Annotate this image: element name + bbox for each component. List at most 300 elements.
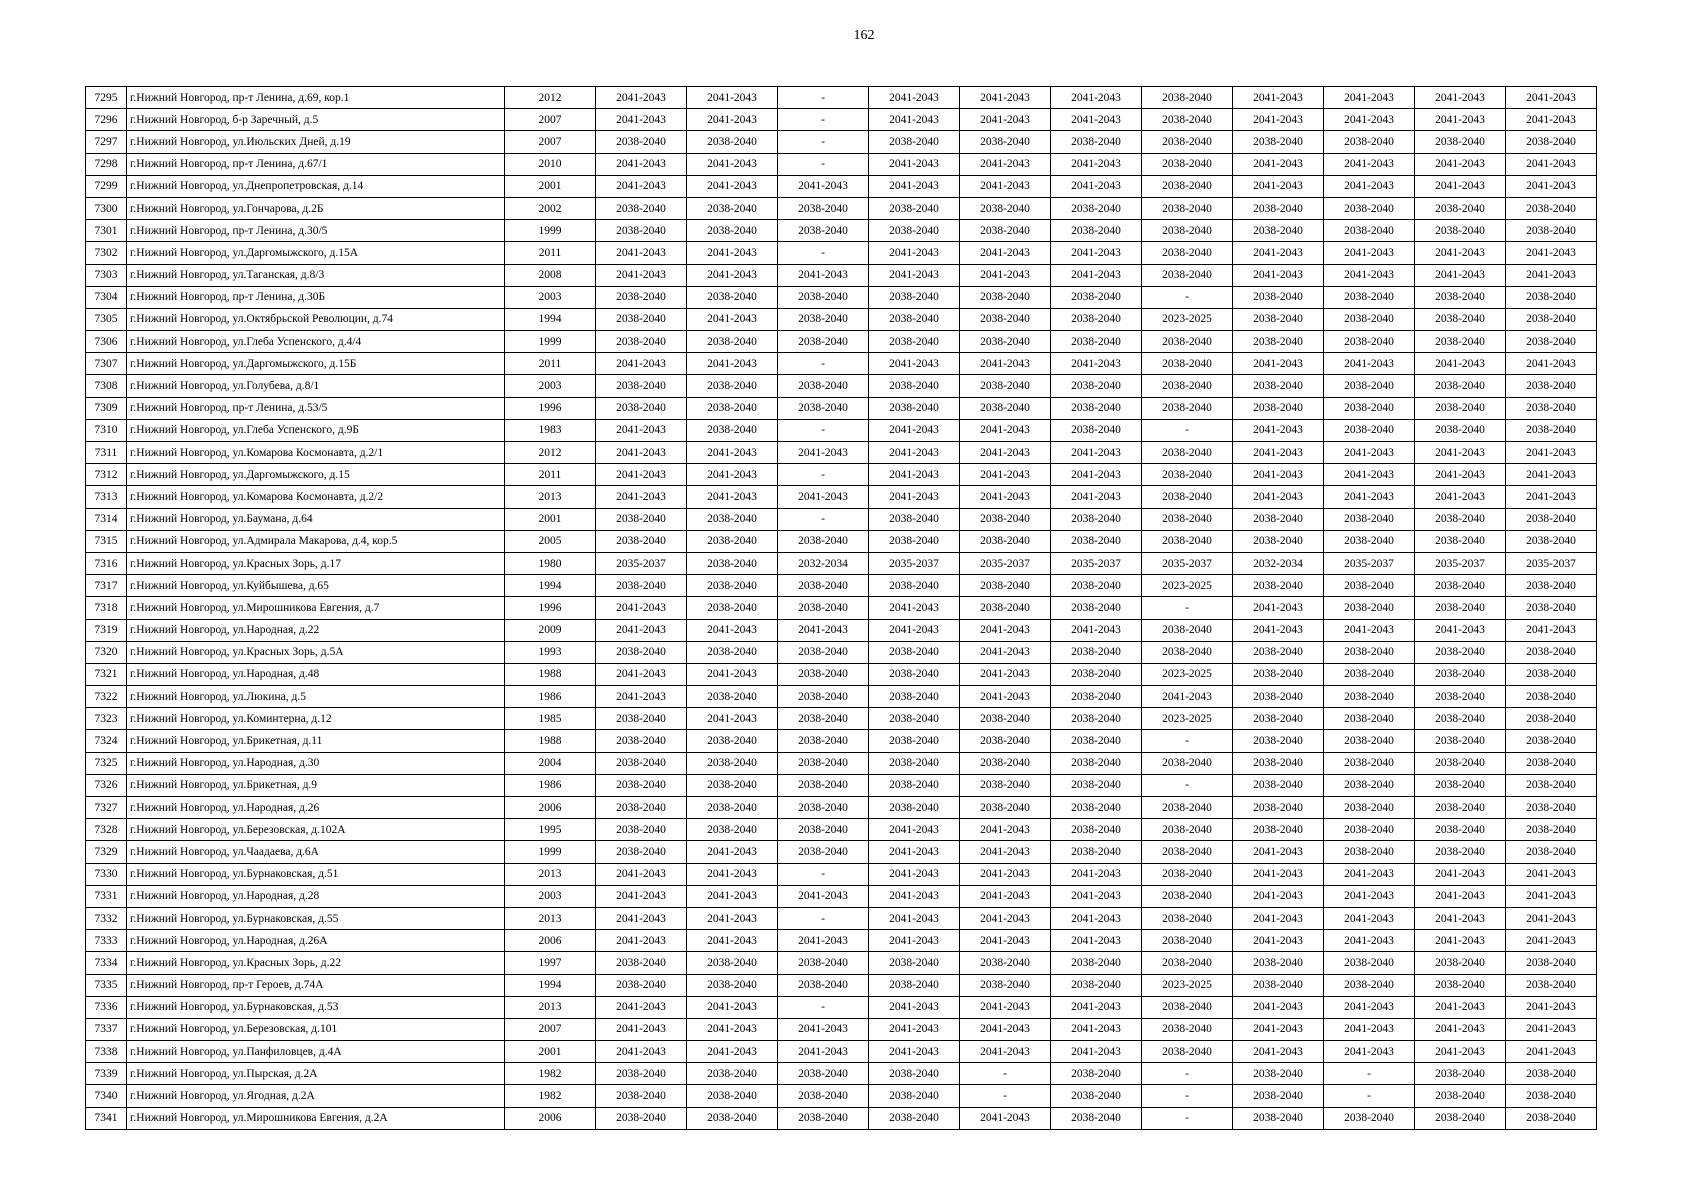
- period-cell: 2041-2043: [869, 597, 960, 619]
- period-cell: 2038-2040: [960, 397, 1051, 419]
- table-row: [86, 708, 1597, 730]
- period-cell: 2038-2040: [869, 286, 960, 308]
- period-cell: 2041-2043: [869, 464, 960, 486]
- period-cell: 2038-2040: [1142, 1018, 1233, 1040]
- period-cell: 2038-2040: [596, 1063, 687, 1085]
- period-cell: 2038-2040: [596, 1107, 687, 1129]
- row-number-cell: 7327: [86, 797, 127, 819]
- address-cell: г.Нижний Новгород, ул.Березовская, д.102А: [127, 819, 505, 841]
- address-cell: г.Нижний Новгород, ул.Июльских Дней, д.19: [127, 131, 505, 153]
- period-cell: 2038-2040: [1506, 508, 1597, 530]
- period-cell: 2038-2040: [1051, 686, 1142, 708]
- period-cell: 2038-2040: [1142, 641, 1233, 663]
- period-cell: 2038-2040: [1415, 641, 1506, 663]
- period-cell: 2038-2040: [960, 974, 1051, 996]
- period-cell: 2038-2040: [687, 1063, 778, 1085]
- period-cell: 2038-2040: [778, 375, 869, 397]
- address-cell: г.Нижний Новгород, пр-т Ленина, д.53/5: [127, 397, 505, 419]
- period-cell: 2038-2040: [1051, 774, 1142, 796]
- period-cell: 2038-2040: [1506, 708, 1597, 730]
- period-cell: 2038-2040: [1233, 1085, 1324, 1107]
- period-cell: 2038-2040: [869, 641, 960, 663]
- period-cell: 2041-2043: [1415, 907, 1506, 929]
- period-cell: 2041-2043: [869, 87, 960, 109]
- period-cell: 2038-2040: [1233, 663, 1324, 685]
- period-cell: 2038-2040: [1051, 1063, 1142, 1085]
- period-cell: 2038-2040: [1506, 841, 1597, 863]
- period-cell: 2041-2043: [778, 1018, 869, 1040]
- period-cell: 2038-2040: [1051, 220, 1142, 242]
- period-cell: 2041-2043: [960, 686, 1051, 708]
- period-cell: 2038-2040: [960, 752, 1051, 774]
- year-cell: 2007: [505, 109, 596, 131]
- period-cell: 2038-2040: [1324, 797, 1415, 819]
- period-cell: 2038-2040: [1506, 1063, 1597, 1085]
- period-cell: 2038-2040: [687, 197, 778, 219]
- period-cell: 2041-2043: [960, 863, 1051, 885]
- period-cell: 2038-2040: [1415, 730, 1506, 752]
- period-cell: 2038-2040: [1233, 974, 1324, 996]
- period-cell: 2041-2043: [596, 175, 687, 197]
- year-cell: 2007: [505, 1018, 596, 1040]
- period-cell: 2038-2040: [778, 819, 869, 841]
- period-cell: 2032-2034: [778, 552, 869, 574]
- period-cell: 2038-2040: [1051, 419, 1142, 441]
- table-row: [86, 242, 1597, 264]
- table-row: [86, 774, 1597, 796]
- address-cell: г.Нижний Новгород, ул.Народная, д.48: [127, 663, 505, 685]
- year-cell: 2010: [505, 153, 596, 175]
- period-cell: 2038-2040: [960, 797, 1051, 819]
- period-cell: 2038-2040: [1415, 397, 1506, 419]
- period-cell: 2041-2043: [1233, 930, 1324, 952]
- period-cell: 2035-2037: [1415, 552, 1506, 574]
- period-cell: 2038-2040: [869, 197, 960, 219]
- period-cell: 2041-2043: [1233, 885, 1324, 907]
- table-row: [86, 575, 1597, 597]
- address-cell: г.Нижний Новгород, ул.Коминтерна, д.12: [127, 708, 505, 730]
- period-cell: 2041-2043: [1415, 442, 1506, 464]
- period-cell: 2038-2040: [1324, 530, 1415, 552]
- period-cell: 2041-2043: [1324, 464, 1415, 486]
- period-cell: 2041-2043: [869, 353, 960, 375]
- address-cell: г.Нижний Новгород, ул.Народная, д.30: [127, 752, 505, 774]
- period-cell: 2038-2040: [869, 530, 960, 552]
- address-cell: г.Нижний Новгород, ул.Голубева, д.8/1: [127, 375, 505, 397]
- period-cell: 2041-2043: [1324, 1041, 1415, 1063]
- address-cell: г.Нижний Новгород, ул.Брикетная, д.9: [127, 774, 505, 796]
- period-cell: 2038-2040: [687, 774, 778, 796]
- period-cell: 2041-2043: [1142, 686, 1233, 708]
- period-cell: -: [1142, 1063, 1233, 1085]
- period-cell: 2041-2043: [1233, 353, 1324, 375]
- period-cell: 2038-2040: [778, 197, 869, 219]
- period-cell: 2038-2040: [1051, 841, 1142, 863]
- address-cell: г.Нижний Новгород, ул.Чаадаева, д.6А: [127, 841, 505, 863]
- period-cell: -: [960, 1063, 1051, 1085]
- period-cell: 2041-2043: [1506, 1041, 1597, 1063]
- table-row: [86, 530, 1597, 552]
- address-cell: г.Нижний Новгород, ул.Баумана, д.64: [127, 508, 505, 530]
- address-cell: г.Нижний Новгород, ул.Красных Зорь, д.22: [127, 952, 505, 974]
- period-cell: 2038-2040: [778, 308, 869, 330]
- period-cell: 2041-2043: [869, 863, 960, 885]
- period-cell: 2038-2040: [869, 575, 960, 597]
- period-cell: 2038-2040: [1233, 708, 1324, 730]
- period-cell: 2038-2040: [960, 197, 1051, 219]
- period-cell: 2041-2043: [596, 442, 687, 464]
- period-cell: 2041-2043: [596, 619, 687, 641]
- year-cell: 1994: [505, 974, 596, 996]
- period-cell: 2038-2040: [1233, 797, 1324, 819]
- period-cell: 2041-2043: [869, 1018, 960, 1040]
- period-cell: 2038-2040: [1506, 220, 1597, 242]
- period-cell: -: [778, 464, 869, 486]
- period-cell: 2038-2040: [687, 220, 778, 242]
- period-cell: 2041-2043: [960, 1107, 1051, 1129]
- period-cell: 2038-2040: [1142, 486, 1233, 508]
- address-cell: г.Нижний Новгород, ул.Брикетная, д.11: [127, 730, 505, 752]
- period-cell: 2041-2043: [1051, 242, 1142, 264]
- register-body: [86, 87, 1597, 1130]
- year-cell: 1999: [505, 331, 596, 353]
- period-cell: 2038-2040: [1324, 774, 1415, 796]
- year-cell: 1988: [505, 730, 596, 752]
- row-number-cell: 7318: [86, 597, 127, 619]
- period-cell: 2038-2040: [1142, 819, 1233, 841]
- row-number-cell: 7323: [86, 708, 127, 730]
- period-cell: 2038-2040: [1233, 308, 1324, 330]
- period-cell: 2038-2040: [1142, 930, 1233, 952]
- period-cell: 2038-2040: [1142, 375, 1233, 397]
- period-cell: 2038-2040: [778, 708, 869, 730]
- period-cell: 2041-2043: [1051, 153, 1142, 175]
- period-cell: 2038-2040: [778, 841, 869, 863]
- period-cell: 2041-2043: [687, 907, 778, 929]
- period-cell: 2038-2040: [1233, 1107, 1324, 1129]
- address-cell: г.Нижний Новгород, ул.Люкина, д.5: [127, 686, 505, 708]
- period-cell: 2038-2040: [1324, 397, 1415, 419]
- period-cell: 2041-2043: [1051, 996, 1142, 1018]
- period-cell: 2041-2043: [1051, 930, 1142, 952]
- year-cell: 2012: [505, 87, 596, 109]
- table-row: [86, 686, 1597, 708]
- period-cell: 2038-2040: [778, 286, 869, 308]
- period-cell: 2041-2043: [869, 996, 960, 1018]
- period-cell: 2038-2040: [778, 530, 869, 552]
- period-cell: -: [1142, 730, 1233, 752]
- period-cell: 2041-2043: [596, 464, 687, 486]
- period-cell: 2041-2043: [1051, 175, 1142, 197]
- period-cell: 2038-2040: [687, 575, 778, 597]
- table-row: [86, 863, 1597, 885]
- period-cell: 2041-2043: [869, 109, 960, 131]
- period-cell: 2038-2040: [1415, 419, 1506, 441]
- period-cell: 2041-2043: [778, 175, 869, 197]
- period-cell: 2038-2040: [869, 508, 960, 530]
- period-cell: 2038-2040: [1506, 308, 1597, 330]
- period-cell: 2041-2043: [1324, 907, 1415, 929]
- period-cell: 2038-2040: [1051, 1085, 1142, 1107]
- period-cell: 2041-2043: [1415, 996, 1506, 1018]
- period-cell: 2038-2040: [1051, 308, 1142, 330]
- period-cell: 2041-2043: [1324, 353, 1415, 375]
- period-cell: 2038-2040: [1415, 331, 1506, 353]
- table-row: [86, 286, 1597, 308]
- period-cell: 2041-2043: [687, 708, 778, 730]
- period-cell: 2038-2040: [1051, 708, 1142, 730]
- period-cell: 2038-2040: [1051, 819, 1142, 841]
- period-cell: 2041-2043: [1324, 442, 1415, 464]
- period-cell: 2041-2043: [960, 819, 1051, 841]
- period-cell: 2038-2040: [1324, 131, 1415, 153]
- table-row: [86, 819, 1597, 841]
- address-cell: г.Нижний Новгород, ул.Народная, д.26А: [127, 930, 505, 952]
- table-row: [86, 1063, 1597, 1085]
- period-cell: 2038-2040: [778, 597, 869, 619]
- period-cell: 2041-2043: [1506, 1018, 1597, 1040]
- year-cell: 1999: [505, 841, 596, 863]
- period-cell: 2038-2040: [1233, 197, 1324, 219]
- period-cell: 2038-2040: [1233, 752, 1324, 774]
- period-cell: 2038-2040: [1415, 530, 1506, 552]
- period-cell: 2038-2040: [869, 797, 960, 819]
- period-cell: -: [778, 153, 869, 175]
- table-row: [86, 552, 1597, 574]
- period-cell: 2041-2043: [1051, 863, 1142, 885]
- period-cell: 2041-2043: [1415, 885, 1506, 907]
- period-cell: 2038-2040: [1506, 730, 1597, 752]
- period-cell: 2038-2040: [778, 1063, 869, 1085]
- period-cell: 2041-2043: [1233, 175, 1324, 197]
- period-cell: 2038-2040: [1051, 952, 1142, 974]
- period-cell: 2038-2040: [1324, 663, 1415, 685]
- table-row: [86, 486, 1597, 508]
- period-cell: 2038-2040: [1233, 1063, 1324, 1085]
- period-cell: 2038-2040: [687, 131, 778, 153]
- period-cell: 2041-2043: [687, 841, 778, 863]
- period-cell: 2041-2043: [869, 1041, 960, 1063]
- period-cell: 2038-2040: [960, 575, 1051, 597]
- period-cell: 2041-2043: [960, 109, 1051, 131]
- table-row: [86, 220, 1597, 242]
- period-cell: 2038-2040: [596, 397, 687, 419]
- period-cell: -: [778, 419, 869, 441]
- period-cell: 2041-2043: [1415, 175, 1506, 197]
- period-cell: 2038-2040: [1415, 797, 1506, 819]
- period-cell: 2041-2043: [1324, 863, 1415, 885]
- period-cell: 2038-2040: [1324, 641, 1415, 663]
- period-cell: 2038-2040: [1506, 597, 1597, 619]
- period-cell: 2038-2040: [1142, 907, 1233, 929]
- table-row: [86, 730, 1597, 752]
- address-cell: г.Нижний Новгород, ул.Октябрьской Революции, д.74: [127, 308, 505, 330]
- period-cell: 2038-2040: [1051, 575, 1142, 597]
- row-number-cell: 7309: [86, 397, 127, 419]
- period-cell: 2038-2040: [869, 686, 960, 708]
- address-cell: г.Нижний Новгород, ул.Пырская, д.2А: [127, 1063, 505, 1085]
- address-cell: г.Нижний Новгород, пр-т Героев, д.74А: [127, 974, 505, 996]
- period-cell: 2038-2040: [1324, 197, 1415, 219]
- period-cell: 2038-2040: [596, 530, 687, 552]
- period-cell: -: [778, 242, 869, 264]
- period-cell: 2038-2040: [1415, 597, 1506, 619]
- row-number-cell: 7341: [86, 1107, 127, 1129]
- period-cell: 2038-2040: [1051, 375, 1142, 397]
- period-cell: 2038-2040: [1233, 508, 1324, 530]
- period-cell: 2041-2043: [778, 486, 869, 508]
- period-cell: 2038-2040: [596, 286, 687, 308]
- address-cell: г.Нижний Новгород, ул.Бурнаковская, д.53: [127, 996, 505, 1018]
- address-cell: г.Нижний Новгород, ул.Бурнаковская, д.51: [127, 863, 505, 885]
- row-number-cell: 7310: [86, 419, 127, 441]
- period-cell: 2038-2040: [1506, 1085, 1597, 1107]
- period-cell: 2038-2040: [869, 375, 960, 397]
- period-cell: 2041-2043: [1324, 885, 1415, 907]
- period-cell: 2038-2040: [687, 819, 778, 841]
- period-cell: 2038-2040: [960, 286, 1051, 308]
- period-cell: 2038-2040: [1415, 1107, 1506, 1129]
- period-cell: 2041-2043: [1506, 464, 1597, 486]
- period-cell: 2038-2040: [1324, 220, 1415, 242]
- row-number-cell: 7336: [86, 996, 127, 1018]
- period-cell: 2041-2043: [687, 353, 778, 375]
- period-cell: 2038-2040: [778, 730, 869, 752]
- period-cell: 2038-2040: [1506, 375, 1597, 397]
- period-cell: 2038-2040: [1324, 1107, 1415, 1129]
- address-cell: г.Нижний Новгород, ул.Народная, д.28: [127, 885, 505, 907]
- period-cell: 2038-2040: [778, 752, 869, 774]
- period-cell: 2038-2040: [1051, 508, 1142, 530]
- period-cell: 2038-2040: [778, 641, 869, 663]
- row-number-cell: 7334: [86, 952, 127, 974]
- table-row: [86, 797, 1597, 819]
- row-number-cell: 7337: [86, 1018, 127, 1040]
- period-cell: 2038-2040: [960, 131, 1051, 153]
- period-cell: 2041-2043: [596, 930, 687, 952]
- address-cell: г.Нижний Новгород, ул.Даргомыжского, д.15А: [127, 242, 505, 264]
- address-cell: г.Нижний Новгород, ул.Куйбышева, д.65: [127, 575, 505, 597]
- year-cell: 2003: [505, 885, 596, 907]
- table-row: [86, 885, 1597, 907]
- period-cell: 2038-2040: [1051, 752, 1142, 774]
- period-cell: 2038-2040: [1142, 242, 1233, 264]
- period-cell: 2041-2043: [1324, 175, 1415, 197]
- period-cell: 2038-2040: [869, 131, 960, 153]
- period-cell: 2038-2040: [1324, 819, 1415, 841]
- period-cell: 2038-2040: [1233, 575, 1324, 597]
- table-row: [86, 597, 1597, 619]
- period-cell: 2041-2043: [687, 242, 778, 264]
- period-cell: 2041-2043: [1051, 1018, 1142, 1040]
- period-cell: 2041-2043: [1324, 264, 1415, 286]
- period-cell: 2038-2040: [1142, 197, 1233, 219]
- period-cell: 2038-2040: [778, 774, 869, 796]
- period-cell: 2023-2025: [1142, 663, 1233, 685]
- period-cell: 2041-2043: [1506, 242, 1597, 264]
- year-cell: 2006: [505, 930, 596, 952]
- period-cell: 2041-2043: [869, 819, 960, 841]
- row-number-cell: 7338: [86, 1041, 127, 1063]
- period-cell: 2041-2043: [1324, 1018, 1415, 1040]
- period-cell: 2041-2043: [1415, 264, 1506, 286]
- period-cell: 2041-2043: [687, 153, 778, 175]
- row-number-cell: 7315: [86, 530, 127, 552]
- address-cell: г.Нижний Новгород, ул.Глеба Успенского, д.9Б: [127, 419, 505, 441]
- period-cell: 2041-2043: [1051, 87, 1142, 109]
- period-cell: 2038-2040: [869, 774, 960, 796]
- period-cell: 2023-2025: [1142, 974, 1233, 996]
- period-cell: -: [778, 109, 869, 131]
- period-cell: 2038-2040: [869, 730, 960, 752]
- period-cell: 2038-2040: [1415, 575, 1506, 597]
- period-cell: 2038-2040: [1506, 974, 1597, 996]
- period-cell: 2038-2040: [1142, 220, 1233, 242]
- period-cell: 2041-2043: [596, 907, 687, 929]
- period-cell: 2038-2040: [1142, 508, 1233, 530]
- period-cell: 2038-2040: [1233, 819, 1324, 841]
- period-cell: 2032-2034: [1233, 552, 1324, 574]
- period-cell: 2038-2040: [1233, 131, 1324, 153]
- address-cell: г.Нижний Новгород, пр-т Ленина, д.67/1: [127, 153, 505, 175]
- period-cell: 2041-2043: [869, 264, 960, 286]
- period-cell: 2041-2043: [1415, 1041, 1506, 1063]
- period-cell: 2038-2040: [596, 752, 687, 774]
- period-cell: 2038-2040: [1233, 952, 1324, 974]
- period-cell: 2038-2040: [960, 730, 1051, 752]
- period-cell: 2035-2037: [869, 552, 960, 574]
- period-cell: 2041-2043: [960, 175, 1051, 197]
- period-cell: 2038-2040: [1415, 131, 1506, 153]
- period-cell: 2038-2040: [869, 1107, 960, 1129]
- period-cell: 2038-2040: [1142, 87, 1233, 109]
- period-cell: -: [960, 1085, 1051, 1107]
- period-cell: 2038-2040: [1415, 819, 1506, 841]
- period-cell: 2038-2040: [1142, 264, 1233, 286]
- address-cell: г.Нижний Новгород, ул.Ягодная, д.2А: [127, 1085, 505, 1107]
- year-cell: 1986: [505, 774, 596, 796]
- row-number-cell: 7328: [86, 819, 127, 841]
- period-cell: 2038-2040: [687, 508, 778, 530]
- table-row: [86, 109, 1597, 131]
- period-cell: 2038-2040: [596, 197, 687, 219]
- period-cell: 2038-2040: [869, 331, 960, 353]
- period-cell: 2038-2040: [1233, 530, 1324, 552]
- period-cell: 2038-2040: [596, 308, 687, 330]
- period-cell: 2038-2040: [1233, 375, 1324, 397]
- period-cell: 2038-2040: [1506, 663, 1597, 685]
- period-cell: 2041-2043: [1415, 486, 1506, 508]
- period-cell: 2041-2043: [1415, 87, 1506, 109]
- year-cell: 2003: [505, 286, 596, 308]
- period-cell: 2038-2040: [1415, 774, 1506, 796]
- address-cell: г.Нижний Новгород, ул.Красных Зорь, д.17: [127, 552, 505, 574]
- period-cell: 2041-2043: [1051, 264, 1142, 286]
- year-cell: 1997: [505, 952, 596, 974]
- period-cell: 2038-2040: [1051, 974, 1142, 996]
- period-cell: -: [778, 863, 869, 885]
- period-cell: 2041-2043: [1506, 907, 1597, 929]
- table-row: [86, 952, 1597, 974]
- period-cell: 2041-2043: [687, 308, 778, 330]
- period-cell: 2041-2043: [1324, 109, 1415, 131]
- table-row: [86, 87, 1597, 109]
- period-cell: 2038-2040: [960, 220, 1051, 242]
- period-cell: 2038-2040: [869, 1063, 960, 1085]
- period-cell: 2038-2040: [1051, 131, 1142, 153]
- period-cell: 2041-2043: [1415, 109, 1506, 131]
- address-cell: г.Нижний Новгород, ул.Панфиловцев, д.4А: [127, 1041, 505, 1063]
